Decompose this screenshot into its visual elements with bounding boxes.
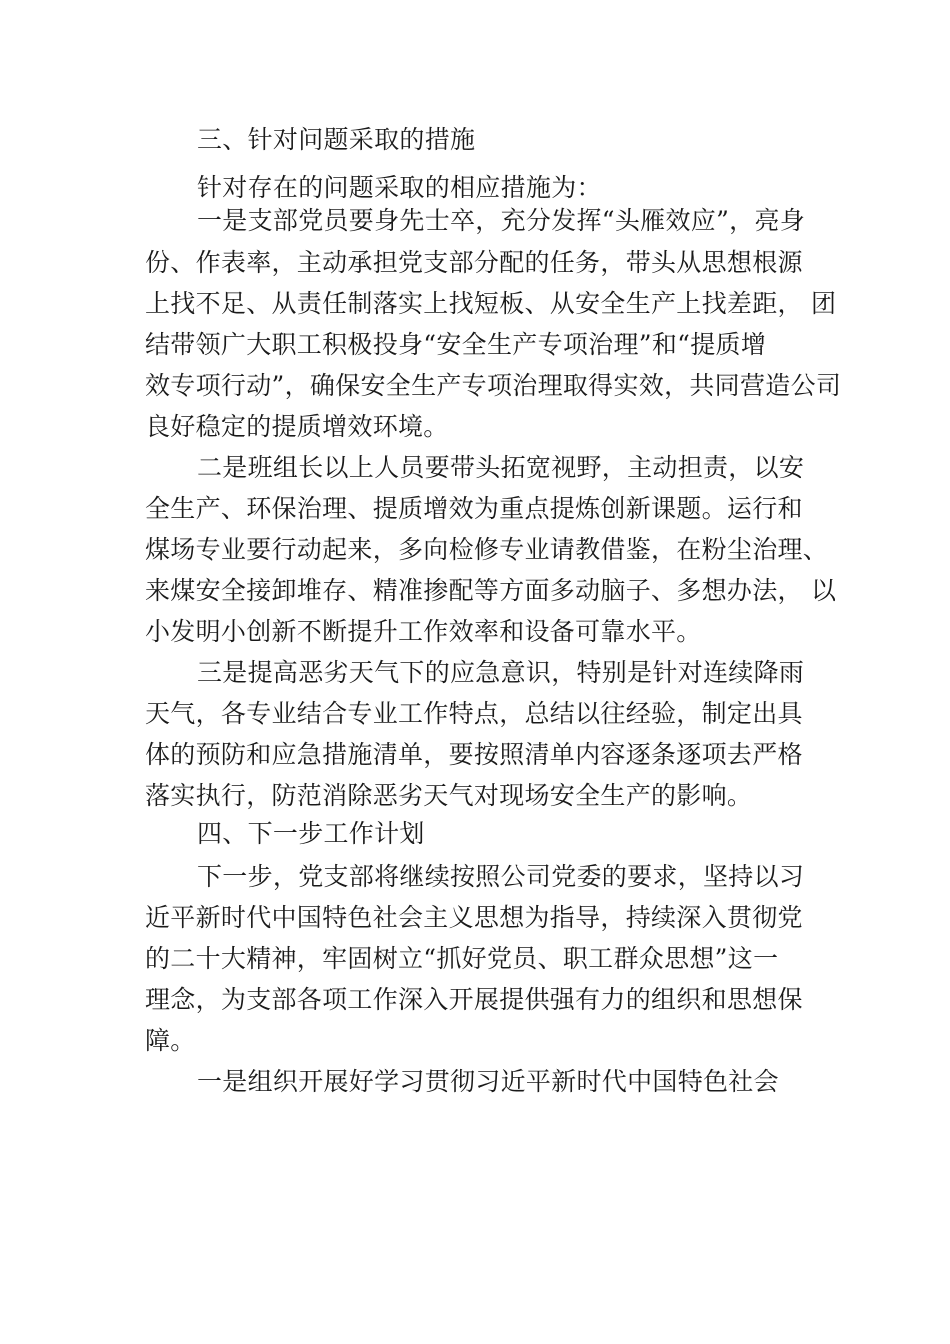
paragraph-line: 障。	[145, 1026, 196, 1055]
paragraph-line: 体的预防和应急措施清单，要按照清单内容逐条逐项去严格	[145, 740, 803, 769]
paragraph-line: 效专项行动”，确保安全生产专项治理取得实效，共同营造公司	[145, 371, 842, 400]
paragraph-line: 二是班组长以上人员要带头拓宽视野，主动担责，以安	[197, 453, 805, 482]
paragraph-line: 全生产、环保治理、提质增效为重点提炼创新课题。运行和	[145, 494, 803, 523]
paragraph-line: 的二十大精神，牢固树立“抓好党员、职工群众思想”这一	[145, 944, 779, 973]
paragraph-line: 份、作表率，主动承担党支部分配的任务，带头从思想根源	[145, 248, 803, 277]
paragraph-line: 三是提高恶劣天气下的应急意识，特别是针对连续降雨	[197, 658, 805, 687]
paragraph-line: 下一步，党支部将继续按照公司党委的要求，坚持以习	[197, 862, 805, 891]
paragraph-line: 一是支部党员要身先士卒，充分发挥“头雁效应”，亮身	[197, 206, 806, 235]
paragraph-line: 天气，各专业结合专业工作特点，总结以往经验，制定出具	[145, 699, 803, 728]
paragraph-line: 一是组织开展好学习贯彻习近平新时代中国特色社会	[197, 1067, 779, 1096]
paragraph-line: 上找不足、从责任制落实上找短板、从安全生产上找差距， 团	[145, 289, 837, 318]
paragraph-line: 小发明小创新不断提升工作效率和设备可靠水平。	[145, 617, 702, 646]
paragraph-line: 煤场专业要行动起来，多向检修专业请教借鉴，在粉尘治理、	[145, 535, 829, 564]
paragraph-intro: 针对存在的问题采取的相应措施为：	[197, 173, 602, 202]
paragraph-line: 落实执行，防范消除恶劣天气对现场安全生产的影响。	[145, 781, 753, 810]
paragraph-line: 良好稳定的提质增效环境。	[145, 412, 449, 441]
section-heading-measures: 三、针对问题采取的措施	[197, 125, 476, 154]
paragraph-line: 理念，为支部各项工作深入开展提供强有力的组织和思想保	[145, 985, 803, 1014]
paragraph-line: 结带领广大职工积极投身“安全生产专项治理”和“提质增	[145, 330, 767, 359]
paragraph-line: 来煤安全接卸堆存、精准掺配等方面多动脑子、多想办法， 以	[145, 576, 837, 605]
paragraph-line: 近平新时代中国特色社会主义思想为指导，持续深入贯彻党	[145, 903, 803, 932]
section-heading-next-steps: 四、下一步工作计划	[197, 819, 425, 848]
